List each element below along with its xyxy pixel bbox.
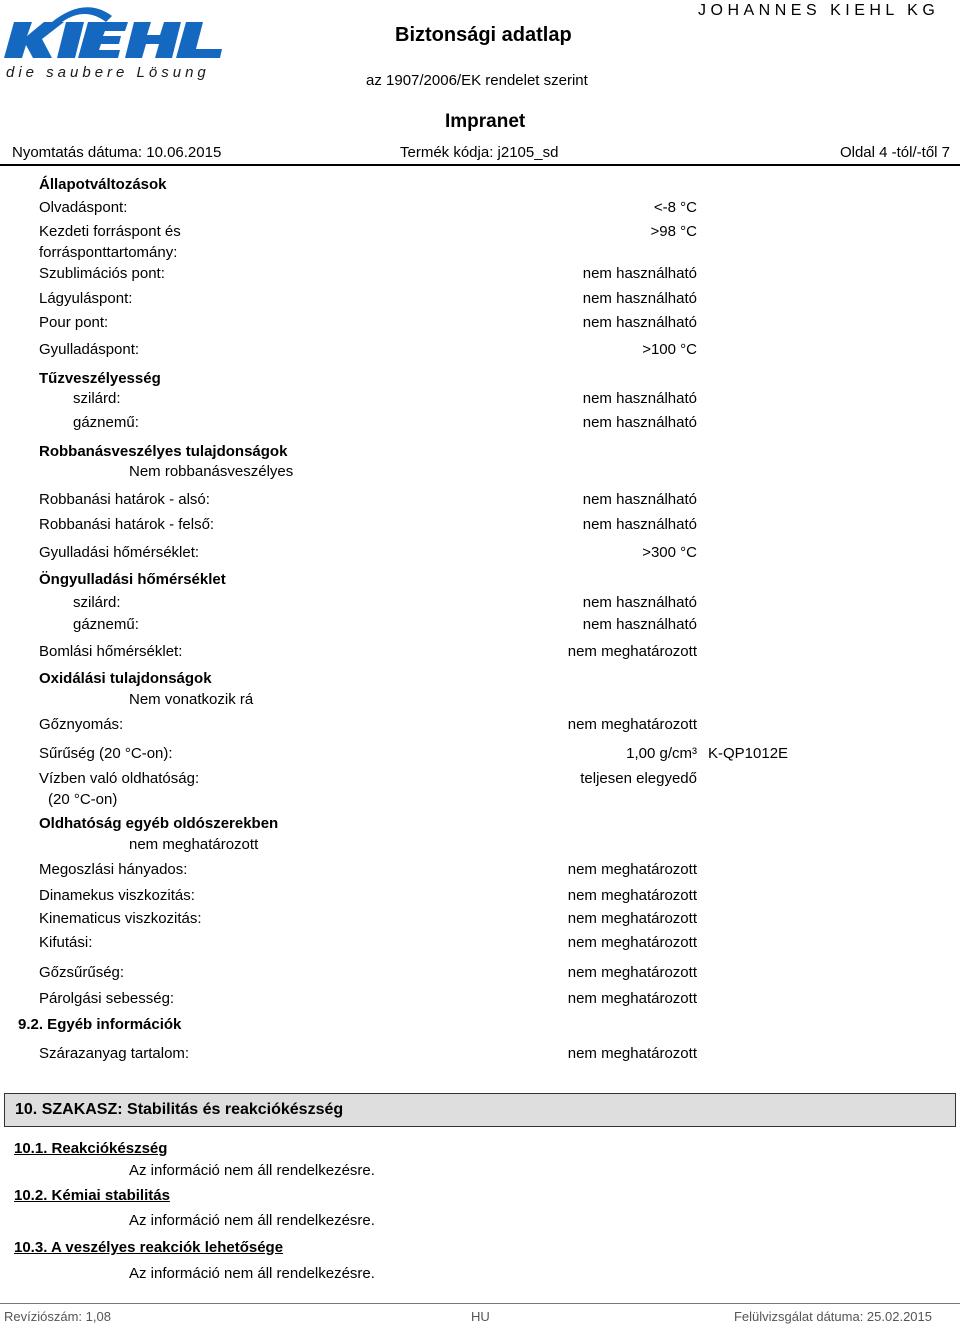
explosion-lower-label: Robbanási határok - alsó: — [39, 491, 210, 508]
water-solubility-temp: (20 °C-on) — [48, 791, 118, 808]
evaporation-rate-value: nem meghatározott — [567, 990, 697, 1007]
dynamic-viscosity-value: nem meghatározott — [567, 887, 697, 904]
density-label: Sűrűség (20 °C-on): — [39, 745, 173, 762]
brand-tagline: die saubere Lösung — [6, 64, 210, 81]
hazardous-reactions-heading: 10.3. A veszélyes reakciók lehetősége — [14, 1239, 284, 1256]
autoignition-solid-label: szilárd: — [73, 594, 121, 611]
autoignition-heading: Öngyulladási hőmérséklet — [39, 571, 226, 588]
solvent-solubility-heading: Oldhatóság egyéb oldószerekben — [39, 815, 279, 832]
flash-point-value: >100 °C — [642, 341, 697, 358]
flammability-gas-value: nem használható — [582, 414, 697, 431]
ignition-temp-value: >300 °C — [642, 544, 697, 561]
sublimation-label: Szublimációs pont: — [39, 265, 165, 282]
autoignition-gas-value: nem használható — [582, 616, 697, 633]
review-date: Felülvizsgálat dátuma: 25.02.2015 — [733, 1309, 932, 1324]
flammability-gas-label: gáznemű: — [73, 414, 139, 431]
flammability-heading: Tűzveszélyesség — [39, 370, 161, 387]
state-changes-heading: Állapotváltozások — [39, 176, 167, 193]
ignition-temp-label: Gyulladási hőmérséklet: — [39, 544, 200, 561]
section-10-title: 10. SZAKASZ: Stabilitás és reakciókészség — [15, 1101, 344, 1118]
evaporation-rate-label: Párolgási sebesség: — [39, 990, 175, 1007]
hazardous-reactions-text: Az információ nem áll rendelkezésre. — [129, 1265, 375, 1282]
softening-label: Lágyuláspont: — [39, 290, 133, 307]
softening-value: nem használható — [582, 290, 697, 307]
explosive-heading: Robbanásveszélyes tulajdonságok — [39, 443, 288, 460]
vapor-density-label: Gőzsűrűség: — [39, 964, 125, 981]
decomposition-label: Bomlási hőmérséklet: — [39, 643, 183, 660]
pour-point-label: Pour pont: — [39, 314, 109, 331]
chemical-stability-heading: 10.2. Kémiai stabilitás — [14, 1187, 170, 1204]
vapor-pressure-value: nem meghatározott — [567, 716, 697, 733]
dry-matter-label: Szárazanyag tartalom: — [39, 1045, 190, 1062]
density-method: K-QP1012E — [708, 745, 789, 762]
flow-time-label: Kifutási: — [39, 934, 93, 951]
other-info-heading: 9.2. Egyéb információk — [18, 1016, 182, 1033]
print-date: Nyomtatás dátuma: 10.06.2015 — [12, 144, 222, 161]
language-code: HU — [471, 1309, 490, 1324]
melting-point-label: Olvadáspont: — [39, 199, 128, 216]
flammability-solid-label: szilárd: — [73, 390, 121, 407]
flammability-solid-value: nem használható — [582, 390, 697, 407]
reactivity-text: Az információ nem áll rendelkezésre. — [129, 1162, 375, 1179]
solvent-solubility-value: nem meghatározott — [129, 836, 259, 853]
dynamic-viscosity-label: Dinamekus viszkozitás: — [39, 887, 195, 904]
decomposition-value: nem meghatározott — [567, 643, 697, 660]
kinematic-viscosity-label: Kinematicus viszkozitás: — [39, 910, 202, 927]
melting-point-value: <-8 °C — [653, 199, 697, 216]
dry-matter-value: nem meghatározott — [567, 1045, 697, 1062]
kinematic-viscosity-value: nem meghatározott — [567, 910, 697, 927]
page-number: Oldal 4 -tól/-től 7 — [839, 144, 950, 161]
explosive-value: Nem robbanásveszélyes — [129, 463, 294, 480]
flash-point-label: Gyulladáspont: — [39, 341, 140, 358]
pour-point-value: nem használható — [582, 314, 697, 331]
density-value: 1,00 g/cm³ — [626, 745, 697, 762]
chemical-stability-text: Az információ nem áll rendelkezésre. — [129, 1212, 375, 1229]
footer-divider — [0, 1303, 960, 1304]
sublimation-value: nem használható — [582, 265, 697, 282]
reactivity-heading: 10.1. Reakciókészség — [14, 1140, 168, 1157]
product-code: Termék kódja: j2105_sd — [400, 144, 559, 161]
autoignition-gas-label: gáznemű: — [73, 616, 139, 633]
water-solubility-label: Vízben való oldhatóság: — [39, 770, 200, 787]
regulation-reference: az 1907/2006/EK rendelet szerint — [366, 72, 588, 89]
document-title: Biztonsági adatlap — [395, 24, 572, 46]
boiling-range-label: forrásponttartomány: — [39, 244, 178, 261]
flow-time-value: nem meghatározott — [567, 934, 697, 951]
partition-label: Megoszlási hányados: — [39, 861, 188, 878]
revision-number: Revíziószám: 1,08 — [4, 1309, 111, 1324]
company-name: JOHANNES KIEHL KG — [698, 2, 940, 19]
explosion-lower-value: nem használható — [582, 491, 697, 508]
vapor-density-value: nem meghatározott — [567, 964, 697, 981]
partition-value: nem meghatározott — [567, 861, 697, 878]
autoignition-solid-value: nem használható — [582, 594, 697, 611]
oxidizing-heading: Oxidálási tulajdonságok — [39, 670, 212, 687]
vapor-pressure-label: Gőznyomás: — [39, 716, 124, 733]
section-10-header — [4, 1093, 956, 1127]
water-solubility-value: teljesen elegyedő — [580, 770, 697, 787]
oxidizing-value: Nem vonatkozik rá — [129, 691, 254, 708]
kiehl-logo-mark — [0, 0, 235, 68]
boiling-point-value: >98 °C — [650, 223, 697, 240]
explosion-upper-label: Robbanási határok - felső: — [39, 516, 215, 533]
header-info-bar — [0, 140, 960, 166]
product-name: Impranet — [445, 111, 526, 132]
boiling-point-label: Kezdeti forráspont és — [39, 223, 181, 240]
kiehl-logo — [0, 0, 235, 85]
explosion-upper-value: nem használható — [582, 516, 697, 533]
